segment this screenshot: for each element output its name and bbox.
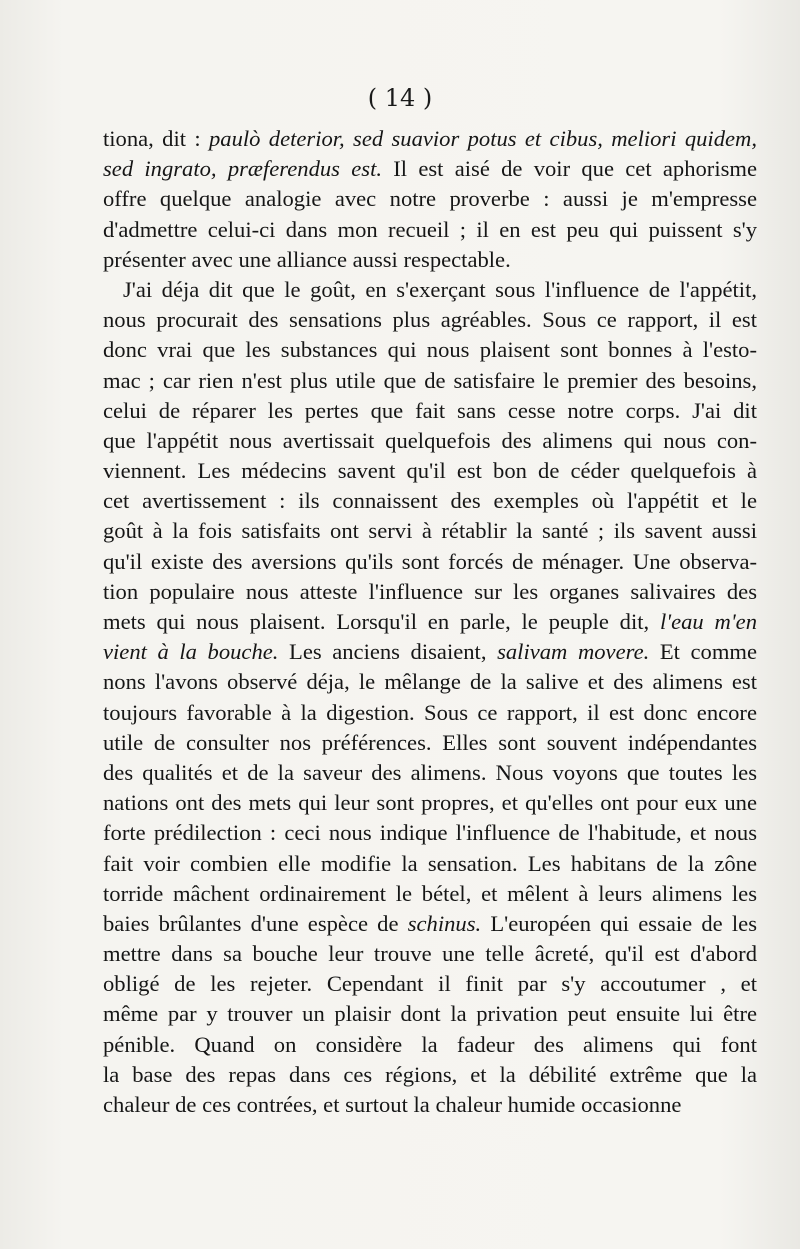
text-run: donc vrai que les substances qui nous plaisent sont bonnes à l'esto- bbox=[103, 337, 757, 363]
text-line bbox=[103, 667, 757, 697]
text-line bbox=[103, 215, 757, 245]
text-run: mets qui nous plaisent. Lorsqu'il en parle, le peuple dit, bbox=[103, 609, 660, 634]
body-text bbox=[103, 124, 757, 1120]
text-line bbox=[103, 184, 757, 214]
text-line bbox=[103, 939, 757, 969]
text-line bbox=[103, 637, 757, 667]
text-run: même par y trouver un plaisir dont la privation peut ensuite lui être bbox=[103, 1001, 757, 1027]
italic-text: schinus. bbox=[407, 910, 482, 936]
text-run: la base des repas dans ces régions, et la débilité extrême que la bbox=[103, 1061, 757, 1087]
text-line bbox=[103, 1090, 757, 1120]
text-run: qu'il existe des aversions qu'ils sont forcés de ménager. Une observa- bbox=[103, 548, 757, 574]
text-line bbox=[103, 1030, 757, 1060]
text-line bbox=[103, 154, 757, 184]
text-run: chaleur de ces contrées, et surtout la chaleur humide occasionne bbox=[103, 1092, 682, 1117]
text-line bbox=[103, 124, 757, 154]
text-run: celui de réparer les pertes que fait sans cesse notre corps. J'ai dit bbox=[103, 397, 757, 423]
text-line bbox=[103, 788, 757, 818]
text-run: toujours favorable à la digestion. Sous ce rapport, il est donc encore bbox=[103, 699, 757, 725]
text-run: nations ont des mets qui leur sont propres, et qu'elles ont pour eux une bbox=[103, 790, 757, 816]
text-line bbox=[103, 486, 757, 516]
text-run: d'admettre celui-ci dans mon recueil ; il en est peu qui puissent s'y bbox=[103, 216, 757, 242]
text-line bbox=[103, 728, 757, 758]
text-run: nous procurait des sensations plus agréables. Sous ce rapport, il est bbox=[103, 307, 757, 333]
italic-text: salivam movere. bbox=[497, 639, 650, 665]
text-run: présenter avec une alliance aussi respectable. bbox=[103, 246, 511, 272]
text-run: nons l'avons observé déja, le mêlange de la salive et des alimens est bbox=[103, 669, 757, 695]
text-run: Il est aisé de voir que cet aphorisme bbox=[382, 156, 757, 182]
text-run: mettre dans sa bouche leur trouve une telle âcreté, qu'il est d'abord bbox=[103, 941, 757, 967]
text-run: cet avertissement : ils connaissent des exemples où l'appétit et le bbox=[103, 488, 757, 514]
text-line bbox=[103, 607, 757, 637]
text-line bbox=[103, 1060, 757, 1090]
text-run: obligé de les rejeter. Cependant il finit par s'y accoutumer , et bbox=[103, 971, 757, 997]
text-line bbox=[103, 879, 757, 909]
text-line bbox=[103, 758, 757, 788]
text-run: que l'appétit nous avertissait quelquefois des alimens qui nous con- bbox=[103, 427, 757, 453]
text-run: Les anciens disaient, bbox=[278, 639, 498, 665]
text-line bbox=[103, 577, 757, 607]
text-run: L'européen qui essaie de les bbox=[481, 910, 757, 936]
text-line bbox=[103, 969, 757, 999]
text-run: forte prédilection : ceci nous indique l'influence de l'habitude, et nous bbox=[103, 820, 757, 846]
italic-text: sed ingrato, præferendus est. bbox=[103, 156, 382, 182]
text-line bbox=[103, 849, 757, 879]
text-run: utile de consulter nos préférences. Elles sont souvent indépendantes bbox=[103, 729, 757, 755]
text-run: tion populaire nous atteste l'influence sur les organes salivaires des bbox=[103, 578, 757, 604]
text-run: pénible. Quand on considère la fadeur des alimens qui font bbox=[103, 1031, 757, 1057]
text-run: offre quelque analogie avec notre proverbe : aussi je m'empresse bbox=[103, 186, 757, 212]
text-line bbox=[103, 698, 757, 728]
text-line bbox=[103, 426, 757, 456]
italic-text: paulò deterior, sed suavior potus et cibus, meliori quidem, bbox=[208, 126, 757, 151]
text-line bbox=[103, 818, 757, 848]
text-run: viennent. Les médecins savent qu'il est bon de céder quelquefois à bbox=[103, 458, 757, 484]
text-line bbox=[103, 275, 757, 305]
text-run: tiona, dit : bbox=[103, 126, 209, 151]
text-run: mac ; car rien n'est plus utile que de satisfaire le premier des besoins, bbox=[103, 367, 757, 393]
text-line bbox=[103, 366, 757, 396]
text-run: J'ai déja dit que le goût, en s'exerçant sous l'influence de l'appétit, bbox=[123, 276, 757, 302]
text-line bbox=[103, 245, 757, 275]
page-number: ( 14 ) bbox=[367, 84, 433, 112]
text-run: torride mâchent ordinairement le bétel, et mêlent à leurs alimens les bbox=[103, 880, 757, 906]
italic-text: vient à la bouche. bbox=[103, 639, 279, 665]
text-line bbox=[103, 305, 757, 335]
text-line bbox=[103, 516, 757, 546]
italic-text: l'eau m'en bbox=[659, 609, 757, 634]
text-run: baies brûlantes d'une espèce de bbox=[103, 910, 408, 936]
text-line bbox=[103, 999, 757, 1029]
text-run: Et comme bbox=[649, 639, 757, 665]
text-line bbox=[103, 547, 757, 577]
text-line bbox=[103, 396, 757, 426]
text-run: goût à la fois satisfaits ont servi à rétablir la santé ; ils savent aussi bbox=[103, 518, 757, 544]
text-line bbox=[103, 909, 757, 939]
text-run: fait voir combien elle modifie la sensation. Les habitans de la zône bbox=[103, 850, 757, 876]
text-line bbox=[103, 335, 757, 365]
text-run: des qualités et de la saveur des alimens. Nous voyons que toutes les bbox=[103, 759, 757, 785]
text-line bbox=[103, 456, 757, 486]
